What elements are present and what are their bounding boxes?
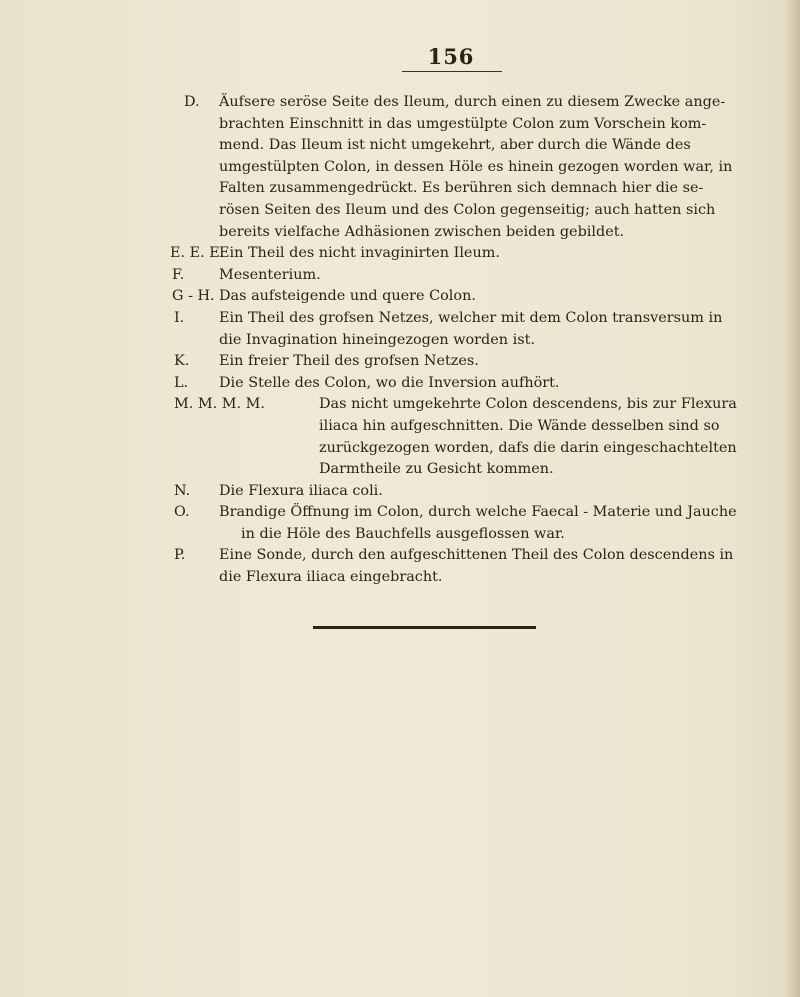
entry-label: L.	[174, 374, 189, 391]
entry-line: die Flexura iliaca eingebracht.	[219, 569, 443, 586]
figure-legend	[170, 92, 744, 589]
entry-line: Das nicht umgekehrte Colon descendens, bis zur Flexura	[319, 396, 737, 413]
legend-entry	[0, 502, 744, 545]
entry-line: Ein Theil des nicht invaginirten Ileum.	[219, 245, 500, 262]
entry-line: Äufsere seröse Seite des Ileum, durch einen zu diesem Zwecke ange-	[219, 94, 726, 110]
entry-label: M. M. M. M.	[174, 396, 265, 413]
entry-line: zurückgezogen worden, dafs die darin eingeschachtelten	[319, 439, 737, 456]
legend-entry	[0, 351, 744, 373]
legend-entry	[0, 243, 744, 265]
entry-line: Brandige Öffnung im Colon, durch welche Faecal - Materie und Jauche	[219, 504, 737, 521]
legend-entry	[0, 92, 744, 243]
entry-line: Die Stelle des Colon, wo die Inversion aufhört.	[219, 374, 560, 391]
entry-line: mend. Das Ileum ist nicht umgekehrt, aber durch die Wände des	[219, 137, 691, 154]
legend-entry	[0, 481, 744, 503]
entry-line: Das aufsteigende und quere Colon.	[219, 288, 476, 305]
legend-entry	[0, 308, 744, 351]
page-number: 156	[427, 44, 475, 69]
entry-label: N.	[174, 482, 191, 499]
entry-line: iliaca hin aufgeschnitten. Die Wände desselben sind so	[319, 417, 720, 434]
entry-line: brachten Einschnitt in das umgestülpte Colon zum Vorschein kom-	[219, 115, 707, 132]
legend-entry	[0, 545, 744, 588]
entry-label: P.	[174, 547, 186, 564]
entry-line: rösen Seiten des Ileum und des Colon gegenseitig; auch hatten sich	[219, 201, 716, 218]
entry-label: O.	[174, 504, 190, 521]
entry-label: K.	[174, 353, 190, 370]
entry-label: F.	[172, 266, 185, 283]
entry-line: Ein Theil des grofsen Netzes, welcher mit dem Colon transversum in	[219, 309, 723, 326]
entry-line: Darmtheile zu Gesicht kommen.	[319, 461, 554, 478]
entry-line: Ein freier Theil des grofsen Netzes.	[219, 353, 479, 370]
legend-entry	[0, 286, 744, 308]
legend-entry	[0, 373, 744, 395]
entry-label: G - H.	[172, 288, 215, 305]
page-number-rule	[402, 71, 502, 72]
entry-line: Mesenterium.	[219, 266, 321, 283]
legend-entry	[0, 394, 744, 480]
page-edge-shadow	[786, 0, 800, 997]
end-rule	[313, 626, 536, 629]
entry-line: umgestülpten Colon, in dessen Höle es hinein gezogen worden war, in	[219, 158, 733, 175]
entry-label: E. E. E.	[170, 245, 225, 262]
legend-entry	[0, 265, 744, 287]
entry-line: in die Höle des Bauchfells ausgeflossen war.	[241, 525, 565, 542]
entry-line: Die Flexura iliaca coli.	[219, 482, 383, 499]
entry-line: die Invagination hineingezogen worden ist.	[219, 331, 535, 348]
entry-label: I.	[174, 309, 185, 326]
entry-label: D.	[184, 94, 200, 110]
entry-line: Eine Sonde, durch den aufgeschittenen Theil des Colon descendens in	[219, 547, 734, 564]
entry-line: bereits vielfache Adhäsionen zwischen beiden gebildet.	[219, 223, 625, 240]
entry-line: Falten zusammengedrückt. Es berühren sich demnach hier die se-	[219, 180, 704, 197]
